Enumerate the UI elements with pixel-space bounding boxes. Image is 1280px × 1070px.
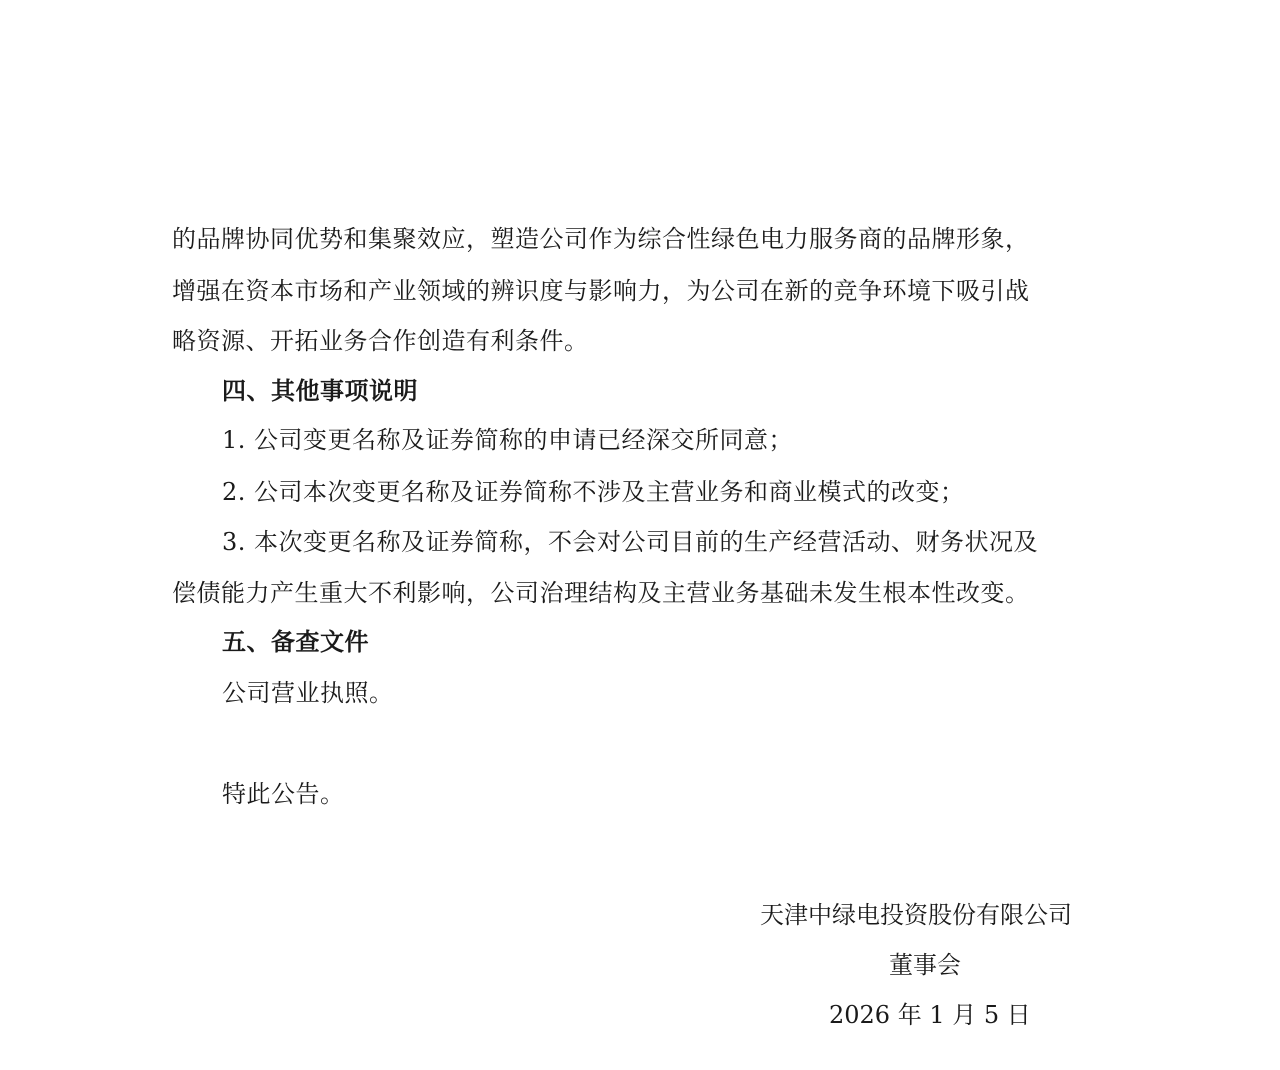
list-item: 2. 公司本次变更名称及证券简称不涉及主营业务和商业模式的改变； [222, 478, 965, 506]
section-heading-other-matters: 四、其他事项说明 [222, 376, 418, 405]
list-item: 3. 本次变更名称及证券简称，不会对公司目前的生产经营活动、财务状况及 [222, 528, 1039, 556]
section-heading-reference-docs: 五、备查文件 [222, 627, 369, 656]
closing-text: 特此公告。 [222, 780, 345, 808]
signature-date: 2026 年 1 月 5 日 [829, 1001, 1031, 1029]
list-item-continuation: 偿债能力产生重大不利影响，公司治理结构及主营业务基础未发生根本性改变。 [172, 579, 1030, 607]
paragraph-line: 增强在资本市场和产业领域的辨识度与影响力，为公司在新的竞争环境下吸引战 [172, 277, 1030, 305]
reference-file-text: 公司营业执照。 [222, 679, 394, 707]
signature-company: 天津中绿电投资股份有限公司 [760, 901, 1072, 929]
list-item: 1. 公司变更名称及证券简称的申请已经深交所同意； [222, 426, 794, 454]
signature-board: 董事会 [889, 951, 961, 979]
paragraph-line: 的品牌协同优势和集聚效应，塑造公司作为综合性绿色电力服务商的品牌形象， [172, 225, 1030, 253]
paragraph-line: 略资源、开拓业务合作创造有利条件。 [172, 327, 589, 355]
